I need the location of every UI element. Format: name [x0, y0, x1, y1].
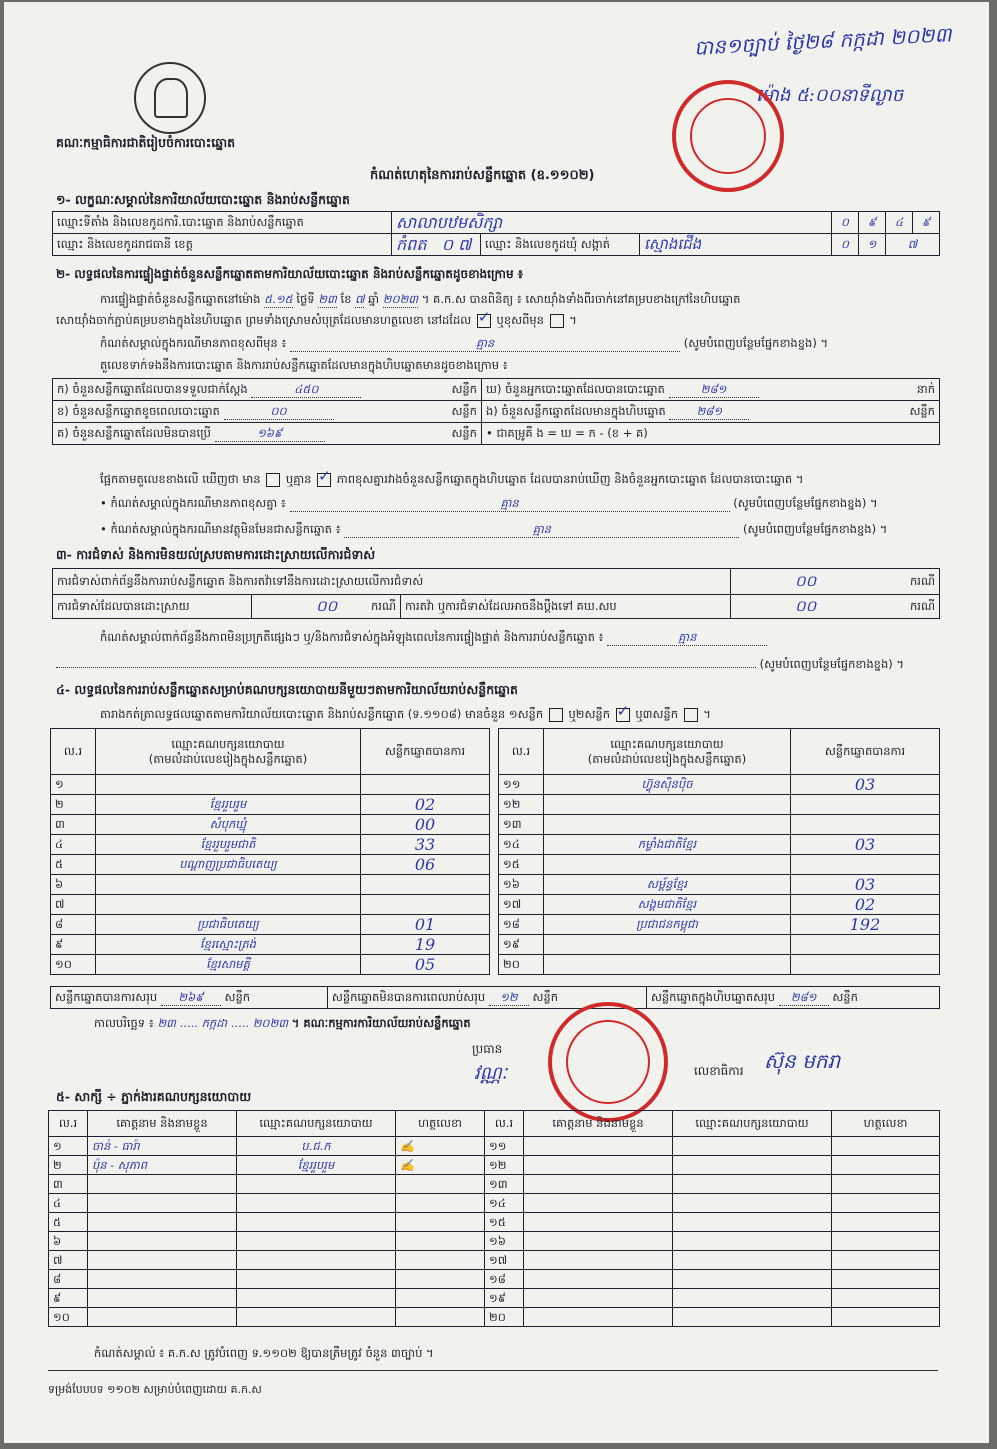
note-label: កំណត់សម្គាល់ក្នុងករណីមានភាពខុសពីមុន ៖ — [100, 336, 287, 350]
witness-party: ប.ជ.ក — [237, 1137, 396, 1156]
objection-table — [52, 568, 940, 619]
date-line — [94, 1016, 471, 1031]
row-votes — [361, 775, 490, 795]
row-no: ១២ — [499, 795, 544, 815]
section3-title: ៣- ការជំទាស់ និងការមិនយល់ស្របតាមការដោះស្រាយលើការជំទាស់ — [56, 547, 376, 562]
note-line — [100, 336, 828, 352]
verify-line2: សោយ៉ាំងចាក់ភ្ជាប់គម្របខាងក្នុងនៃហិបឆ្នោត ព្រមទាំងស្រោមសំបុត្រដែលមានហត្ថលេខា នៅដដែល ✓ ឬខុសពីមុន ។ — [56, 313, 577, 328]
date-suffix: ។ គណៈកម្មការការិយាល័យរាប់សន្លឹកឆ្នោត — [291, 1016, 471, 1030]
form-title: កំណត់ហេតុនៃការរាប់សន្លឹកឆ្នោត (ឧ.១១០២) — [370, 168, 595, 183]
row-no: ៦ — [51, 875, 96, 895]
witness-no: ៧ — [49, 1251, 88, 1270]
witness-no: ៨ — [49, 1270, 88, 1289]
col-party-title: ឈ្មោះគណបក្សនយោបាយ — [610, 736, 724, 751]
count-row-a — [53, 379, 482, 401]
total-invalid-value: ១២ — [489, 990, 529, 1006]
row-party: សង្គមជាតិខ្មែរ — [544, 895, 791, 915]
row-party: ខ្មែរស្មោះត្រង់ — [96, 935, 361, 955]
row-no: ២០ — [499, 955, 544, 975]
location-table — [52, 211, 940, 256]
note-value: គ្មាន — [290, 336, 680, 352]
commune-label: ឈ្មោះ និងលេខកូដឃុំ សង្កាត់ — [481, 234, 640, 256]
witness-no: ៥ — [49, 1213, 88, 1232]
col-party: ឈ្មោះគណបក្សនយោបាយ — [673, 1111, 832, 1137]
row-no: ១៨ — [499, 915, 544, 935]
row-votes: 05 — [361, 955, 490, 975]
objection-row2-label2: ការតវ៉ា ឬការជំទាស់ដែលអាចនឹងប្តឹងទៅ គឃ.សប — [401, 595, 731, 619]
count-row-c — [53, 423, 482, 445]
witness-no: ៦ — [49, 1232, 88, 1251]
row-no: ៥ — [51, 855, 96, 875]
witness-no: ១៨ — [485, 1270, 524, 1289]
section4-title: ៤- លទ្ធផលនៃការរាប់សន្លឹកឆ្នោតសម្រាប់គណបក្សនយោបាយនីមួយៗតាមការិយាល័យរាប់សន្លឹកឆ្នោត — [56, 682, 518, 697]
row-no: ៧ — [51, 895, 96, 915]
witness-no: ១៤ — [485, 1194, 524, 1213]
row-votes: 03 — [791, 775, 940, 795]
commune-digit: ០ — [832, 234, 859, 256]
bullet1-label: • កំណត់សម្គាល់ក្នុងករណីមានភាពខុសគ្នា ៖ — [100, 496, 286, 510]
row-no: ១១ — [499, 775, 544, 795]
objection-row1-label: ការជំទាស់ពាក់ព័ន្ធនឹងការរាប់សន្លឹកឆ្នោត និងការតវ៉ាទៅនឹងការដោះស្រាយលើការជំទាស់ — [53, 569, 731, 595]
two-sheets-label: ឬ២សន្លឹក — [568, 707, 610, 721]
row-votes — [791, 815, 940, 835]
row-votes: 192 — [791, 915, 940, 935]
row-votes: 03 — [791, 875, 940, 895]
location-value: សាលាបឋមសិក្សា — [392, 212, 832, 234]
date-value: ២៣ ..... កក្កដា ..... ២០២៣ — [157, 1016, 289, 1030]
count-row-b — [53, 401, 482, 423]
results-table-left — [50, 728, 490, 975]
section3-note-hint: (សូមបំពេញបន្ថែមផ្នែកខាងខ្នង) ។ — [759, 657, 904, 671]
col-name: គោត្តនាម និងនាមខ្លួន — [88, 1111, 237, 1137]
row-party — [96, 875, 361, 895]
row-party: ប្រជាធិបតេយ្យ — [96, 915, 361, 935]
row-party: ខ្មែររួបរួម — [96, 795, 361, 815]
row-no: ១០ — [51, 955, 96, 975]
official-stamp-bottom — [548, 1002, 668, 1122]
witness-signature: ✍ — [396, 1156, 485, 1175]
total-valid-unit: សន្លឹក — [224, 989, 251, 1004]
province-label — [53, 234, 392, 256]
row-votes: 02 — [791, 895, 940, 915]
col-party-sub: (តាមលំដាប់លេខរៀងក្នុងសន្លឹកឆ្នោត) — [148, 751, 308, 766]
count-value: ២៨១ — [669, 404, 749, 420]
location-digit: ០ — [832, 212, 859, 234]
row-no: ១៩ — [499, 935, 544, 955]
province-label-text: ឈ្មោះ និងលេខកូដរាជធានី ខេត្ត — [57, 237, 193, 251]
witness-name: ប៉ុន - សុភាព — [88, 1156, 237, 1175]
objection-row2-value: ០០ — [316, 596, 338, 615]
row-votes — [361, 875, 490, 895]
location-digit: ៩ — [913, 212, 940, 234]
col-party-sub: (តាមលំដាប់លេខរៀងក្នុងសន្លឹកឆ្នោត) — [587, 751, 747, 766]
col-sign: ហត្ថលេខា — [396, 1111, 485, 1137]
objection-row2-value-cell — [252, 595, 401, 619]
bullet2-hint: (សូមបំពេញបន្ថែមផ្នែកខាងខ្នង) ។ — [742, 522, 888, 536]
three-sheets-label: ឬ៣សន្លឹក — [635, 707, 678, 721]
total-box-unit: សន្លឹក — [832, 989, 858, 1004]
total-valid-value: ២៦៩ — [161, 990, 221, 1006]
count-label: ង) ចំនួនសន្លឹកឆ្នោតដែលមានក្នុងហិបឆ្នោត — [486, 403, 666, 418]
row-votes — [791, 955, 940, 975]
verify-prefix: ការផ្ទៀងផ្ទាត់ចំនួនសន្លឹកឆ្នោតនៅម៉ោង — [100, 292, 261, 306]
row-no: ១៧ — [499, 895, 544, 915]
verify-line2-text: សោយ៉ាំងចាក់ភ្ជាប់គម្របខាងក្នុងនៃហិបឆ្នោត ព្រមទាំងស្រោមសំបុត្រដែលមានហត្ថលេខា នៅដដែល — [56, 313, 472, 327]
total-invalid-unit: សន្លឹក — [532, 989, 559, 1004]
row-votes: 02 — [361, 795, 490, 815]
objection-row1-value-cell — [731, 569, 940, 595]
commune-digit: ១ — [859, 234, 886, 256]
section5-title: ៥- សាក្សី ÷ ភ្នាក់ងារគណបក្សនយោបាយ — [56, 1089, 252, 1104]
location-digit: ៤ — [886, 212, 913, 234]
handwritten-note: បាន១ច្បាប់ ថ្ងៃ២៨ កក្កដា ២០២៣ — [693, 22, 953, 60]
witness-no: ១ — [49, 1137, 88, 1156]
bullet2-value: គ្មាន — [344, 522, 739, 538]
verify-day-label: ថ្ងៃទី — [296, 292, 315, 306]
diff-rest-text: ភាពខុសគ្នារវាងចំនួនសន្លឹកឆ្នោតក្នុងហិបឆ្នោត ដែលបានរាប់ឃើញ និងចំនួនអ្នកបោះឆ្នោត ដែលបានបោះឆ្នោត ។ — [336, 472, 804, 486]
diff-line-text: ផ្អែកតាមតួលេខខាងលើ ឃើញថា មាន — [100, 472, 261, 486]
total-box-value: ២៨១ — [779, 990, 829, 1006]
col-no: ល.រ — [49, 1111, 88, 1137]
row-votes: 00 — [361, 815, 490, 835]
row-no: ១៦ — [499, 875, 544, 895]
verify-line — [100, 292, 740, 308]
row-party: កម្លាំងជាតិខ្មែរ — [544, 835, 791, 855]
section3-note-label: កំណត់សម្គាល់ពាក់ព័ន្ធនឹងភាពមិនប្រក្រតីផ្សេងៗ ឬ/និងការជំទាស់ក្នុងអំឡុងពេលនៃការផ្ទៀងផ្ទាត់ និងការរាប់សន្លឹកឆ្នោត ៖ — [100, 630, 604, 644]
col-no: ល.រ — [485, 1111, 524, 1137]
row-no: ២ — [51, 795, 96, 815]
section3-note-value: គ្មាន — [607, 630, 767, 646]
bullet2-label: • កំណត់សម្គាល់ក្នុងករណីមានវត្ថុមិនមែនជាសន្លឹកឆ្នោត ៖ — [100, 522, 341, 536]
row-party: សម្ព័ន្ធខ្មែរ — [544, 875, 791, 895]
witness-no: ២០ — [485, 1308, 524, 1327]
objection-row2-unit: ករណី — [371, 598, 396, 613]
witness-no: ១៦ — [485, 1232, 524, 1251]
total-invalid-label: សន្លឹកឆ្នោតមិនបានការពេលរាប់សរុប — [331, 989, 486, 1004]
diff-line — [100, 472, 803, 487]
row-votes: 19 — [361, 935, 490, 955]
col-votes: សន្លឹកឆ្នោតបានការ — [361, 729, 490, 775]
changed-label: ឬខុសពីមុន — [496, 313, 544, 327]
objection-row2-value2-cell — [731, 595, 940, 619]
section3-note-line — [100, 630, 767, 646]
objection-row2-label: ការជំទាស់ដែលបានដោះស្រាយ — [53, 595, 252, 619]
date-label: កាលបរិច្ឆេទ ៖ — [94, 1016, 154, 1030]
col-party: ឈ្មោះគណបក្សនយោបាយ — [237, 1111, 396, 1137]
witness-party: ខ្មែររួបរួម — [237, 1156, 396, 1175]
verify-suffix: ។ គ.ក.ស បានពិនិត្យ ៖ សោយ៉ាំងទាំងពីរចាក់នៅគម្របខាងក្រៅនៃហិបឆ្នោត — [421, 292, 741, 306]
col-party-title: ឈ្មោះគណបក្សនយោបាយ — [171, 736, 285, 751]
total-valid-cell — [51, 987, 328, 1009]
bullet1-hint: (សូមបំពេញបន្ថែមផ្នែកខាងខ្នង) ។ — [733, 496, 878, 510]
row-votes: 33 — [361, 835, 490, 855]
chair-name: វណ្ណៈ — [474, 1063, 508, 1084]
secretary-name: ស៊ុន មករា — [764, 1049, 841, 1073]
national-emblem-logo — [134, 62, 206, 134]
witness-no: ៩ — [49, 1289, 88, 1308]
count-value: ១៦៩ — [215, 426, 325, 442]
row-votes: 06 — [361, 855, 490, 875]
count-row-d — [482, 379, 940, 401]
bullet1-line — [100, 496, 878, 512]
objection-row2-value2: ០០ — [795, 596, 817, 615]
total-box-label: សន្លឹកឆ្នោតក្នុងហិបឆ្នោតសរុប — [650, 989, 776, 1004]
row-party — [544, 855, 791, 875]
bullet2-line — [100, 522, 887, 538]
verify-year-label: ឆ្នាំ — [368, 292, 380, 306]
committee-name: គណៈកម្មាធិការជាតិរៀបចំការបោះឆ្នោត — [56, 135, 236, 150]
col-votes: សន្លឹកឆ្នោតបានការ — [791, 729, 940, 775]
commune-value: ស្មោងជើង — [640, 234, 832, 256]
count-label: គ) ចំនួនសន្លឹកឆ្នោតដែលមិនបានប្រើ — [57, 425, 211, 440]
row-no: ១៥ — [499, 855, 544, 875]
no-diff-label: ឬគ្មាន — [285, 472, 312, 486]
row-no: ១៤ — [499, 835, 544, 855]
row-party: សំបុកឃ្មុំ — [96, 815, 361, 835]
section2-title: ២- លទ្ធផលនៃការផ្ទៀងផ្ទាត់ចំនួនសន្លឹកឆ្នោតតាមការិយាល័យបោះឆ្នោត និងរាប់សន្លឹកឆ្នោតដូចខាងក្រោម ៖ — [56, 267, 524, 281]
location-digit: ៩ — [859, 212, 886, 234]
witness-no: ១៩ — [485, 1289, 524, 1308]
row-no: ១ — [51, 775, 96, 795]
count-row-e — [482, 401, 940, 423]
count-label: ក) ចំនួនសន្លឹកឆ្នោតដែលបានទទួលជាក់ស្តែង — [57, 381, 248, 396]
count-value: ៤៥០ — [251, 382, 361, 398]
province-value-text: កំពត — [396, 235, 427, 254]
objection-row1-unit: ករណី — [910, 573, 935, 588]
total-box-cell — [646, 987, 939, 1009]
row-votes — [791, 855, 940, 875]
document-sheet — [4, 2, 989, 1443]
count-formula: • ជាគម្រូគឺ ង = ឃ = ក - (ខ + គ) — [482, 423, 940, 445]
province-digit: ៧ — [458, 235, 472, 254]
note-hint: (សូមបំពេញបន្ថែមផ្នែកខាងខ្នង) ។ — [683, 336, 829, 350]
count-value: ០០ — [224, 404, 334, 420]
row-votes — [791, 795, 940, 815]
row-no: ៣ — [51, 815, 96, 835]
row-no: ៨ — [51, 915, 96, 935]
count-unit: នាក់ — [916, 381, 935, 396]
footer-divider — [48, 1370, 938, 1371]
count-unit: សន្លឹក — [451, 381, 477, 396]
commune-digit: ៧ — [886, 234, 940, 256]
counts-table — [52, 378, 940, 445]
row-votes — [791, 935, 940, 955]
verify-month-label: ខែ — [340, 292, 352, 306]
verify-month: ៧ — [355, 292, 365, 306]
has-diff-checkbox[interactable] — [266, 473, 280, 487]
verify-time: ៥.១៥ — [264, 292, 293, 306]
verify-year: ២០២៣ — [382, 292, 419, 306]
witness-no: ១៧ — [485, 1251, 524, 1270]
row-party: បណ្ដាញប្រជាធិបតេយ្យ — [96, 855, 361, 875]
footer-text: ទម្រង់បែបបទ ១១០២ សម្រាប់បំពេញដោយ គ.ក.ស — [48, 1383, 262, 1396]
row-party — [96, 895, 361, 915]
row-party — [544, 955, 791, 975]
section1-title: ១- លក្ខណៈសម្គាល់នៃការិយាល័យបោះឆ្នោត និងរាប់សន្លឹកឆ្នោត — [56, 192, 350, 207]
count-label: ខ) ចំនួនសន្លឹកឆ្នោតខូចពេលបោះឆ្នោត — [57, 403, 220, 418]
row-party: ហ៊្វុនស៊ិនប៉ិច — [544, 775, 791, 795]
witness-no: ១១ — [485, 1137, 524, 1156]
total-valid-label: សន្លឹកឆ្នោតបានការសរុប — [55, 989, 158, 1004]
section4-intro: តារាងកត់ត្រាលទ្ធផលឆ្នោតតាមការិយាល័យបោះឆ្នោត និងរាប់សន្លឹកឆ្នោត (ទ.១១០៨) មានចំនួន ១សន្លឹក ឬ២សន្លឹក ✓ ឬ៣សន្លឹក ។ — [100, 707, 711, 722]
totals-table — [50, 986, 940, 1009]
witness-no: ៤ — [49, 1194, 88, 1213]
witness-signature: ✍ — [396, 1137, 485, 1156]
row-party — [544, 935, 791, 955]
col-party — [96, 729, 361, 775]
changed-checkbox[interactable] — [550, 314, 564, 328]
witness-no: ១២ — [485, 1156, 524, 1175]
three-sheets-checkbox[interactable] — [684, 708, 698, 722]
row-votes: 01 — [361, 915, 490, 935]
row-party — [96, 775, 361, 795]
witness-no: ១៥ — [485, 1213, 524, 1232]
row-votes — [361, 895, 490, 915]
col-party — [544, 729, 791, 775]
same-checkbox[interactable] — [477, 314, 491, 328]
witness-no: ១៣ — [485, 1175, 524, 1194]
row-no: ៤ — [51, 835, 96, 855]
count-unit: សន្លឹក — [451, 425, 477, 440]
col-no: ល.រ — [499, 729, 544, 775]
count-unit: សន្លឹក — [909, 403, 935, 418]
section3-hint-line — [56, 657, 936, 672]
two-sheets-checkbox[interactable] — [616, 708, 630, 722]
col-name: គោត្តនាម និងនាមខ្លួន — [524, 1111, 673, 1137]
section4-intro-text: តារាងកត់ត្រាលទ្ធផលឆ្នោតតាមការិយាល័យបោះឆ្នោត និងរាប់សន្លឹកឆ្នោត (ទ.១១០៨) មានចំនួន ១សន្លឹក — [100, 707, 544, 721]
witness-table — [48, 1110, 940, 1327]
count-label: ឃ) ចំនួនអ្នកបោះឆ្នោតដែលបានបោះឆ្នោត — [486, 381, 665, 396]
official-stamp-top — [672, 80, 784, 192]
chair-label: ប្រធាន — [472, 1042, 503, 1056]
objection-row2-unit2: ករណី — [910, 598, 935, 613]
witness-no: ២ — [49, 1156, 88, 1175]
witness-no: ៣ — [49, 1175, 88, 1194]
province-value — [392, 234, 481, 256]
row-votes: 03 — [791, 835, 940, 855]
verify-day: ២៣ — [318, 292, 337, 306]
col-no: ល.រ — [51, 729, 96, 775]
row-party — [544, 795, 791, 815]
location-label: ឈ្មោះទីតាំង និងលេខកូដការិ.បោះឆ្នោត និងរាប់សន្លឹកឆ្នោត — [53, 212, 392, 234]
handwritten-time: ម៉ោង ៥:០០នាទីល្ងាច — [756, 85, 904, 106]
footnote: កំណត់សម្គាល់ ៖ គ.ក.ស ត្រូវបំពេញ ទ.១១០២ ឱ្យបានត្រឹមត្រូវ ចំនួន ៣ច្បាប់ ។ — [94, 1346, 434, 1360]
row-party — [544, 815, 791, 835]
province-digit: ០ — [441, 235, 454, 254]
witness-name: ចាន់ - ធារ៉ា — [88, 1137, 237, 1156]
row-party: ខ្មែរសាមគ្គី — [96, 955, 361, 975]
row-party: ខ្មែររួបរួមជាតិ — [96, 835, 361, 855]
objection-row1-value: ០០ — [795, 571, 817, 590]
row-no: ៩ — [51, 935, 96, 955]
count-unit: សន្លឹក — [451, 403, 477, 418]
witness-no: ១០ — [49, 1308, 88, 1327]
bullet1-value: គ្មាន — [290, 496, 730, 512]
one-sheet-checkbox[interactable] — [549, 708, 563, 722]
count-intro: តួលេខទាក់ទងនឹងការបោះឆ្នោត និងការរាប់សន្លឹកឆ្នោតដែលមានក្នុងហិបឆ្នោតមានដូចខាងក្រោម ៖ — [100, 358, 508, 372]
count-value: ២៨១ — [669, 382, 759, 398]
secretary-label: លេខាធិការ — [694, 1064, 744, 1078]
results-table-right — [498, 728, 940, 975]
row-no: ១៣ — [499, 815, 544, 835]
col-sign: ហត្ថលេខា — [832, 1111, 940, 1137]
no-diff-checkbox[interactable] — [317, 473, 331, 487]
row-party: ប្រជាជនកម្ពុជា — [544, 915, 791, 935]
